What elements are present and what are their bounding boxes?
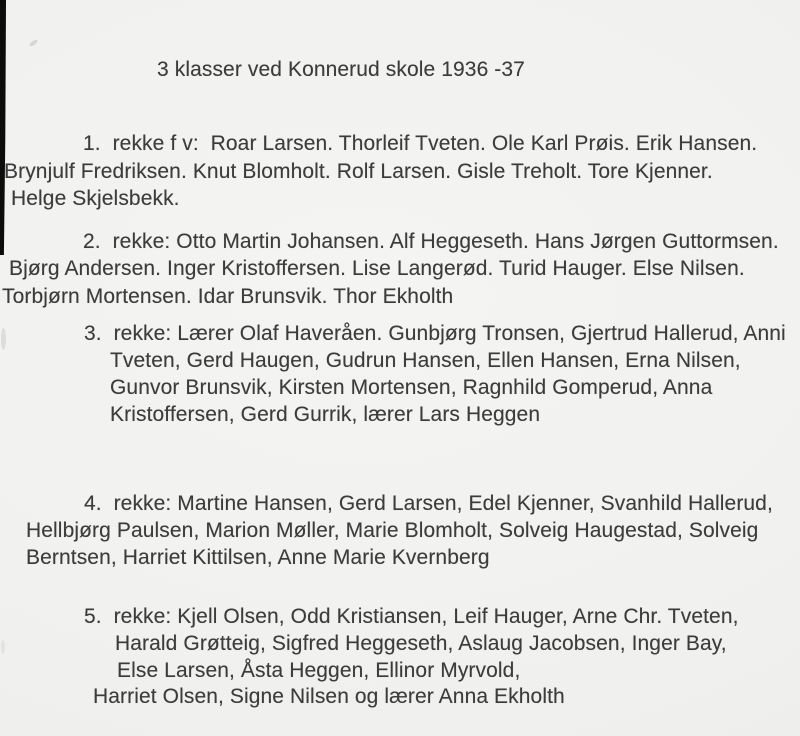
row2-line3: Torbjørn Mortensen. Idar Brunsvik. Thor Ekholth xyxy=(2,285,454,308)
scan-smudge xyxy=(1,328,6,350)
row3-line2: Tveten, Gerd Haugen, Gudrun Hansen, Ellen Hansen, Erna Nilsen, xyxy=(110,349,741,372)
row1-line3: Helge Skjelsbekk. xyxy=(11,187,180,210)
row4-line1: 4. rekke: Martine Hansen, Gerd Larsen, Edel Kjenner, Svanhild Hallerud, xyxy=(84,492,773,515)
row2-line2: Bjørg Andersen. Inger Kristoffersen. Lise Langerød. Turid Hauger. Else Nilsen. xyxy=(9,257,745,280)
row5-line2: Harald Grøtteig, Sigfred Heggeseth, Aslaug Jacobsen, Inger Bay, xyxy=(115,632,727,655)
row3-line1: 3. rekke: Lærer Olaf Haveråen. Gunbjørg Tronsen, Gjertrud Hallerud, Anni xyxy=(84,322,786,345)
row4-line2: Hellbjørg Paulsen, Marion Møller, Marie Blomholt, Solveig Haugestad, Solveig xyxy=(26,519,759,542)
row2-line1: 2. rekke: Otto Martin Johansen. Alf Heggeseth. Hans Jørgen Guttormsen. xyxy=(83,230,779,253)
row4-line3: Berntsen, Harriet Kittilsen, Anne Marie Kvernberg xyxy=(26,546,490,569)
row3-line4: Kristoffersen, Gerd Gurrik, lærer Lars Heggen xyxy=(110,403,541,426)
row3-line3: Gunvor Brunsvik, Kirsten Mortensen, Ragnhild Gomperud, Anna xyxy=(110,376,713,399)
scan-smudge xyxy=(1,640,5,654)
page-title: 3 klasser ved Konnerud skole 1936 -37 xyxy=(157,58,525,81)
row5-line3: Else Larsen, Åsta Heggen, Ellinor Myrvold, xyxy=(117,659,521,682)
row5-line1: 5. rekke: Kjell Olsen, Odd Kristiansen, Leif Hauger, Arne Chr. Tveten, xyxy=(84,605,739,628)
row1-line2: Brynjulf Fredriksen. Knut Blomholt. Rolf Larsen. Gisle Treholt. Tore Kjenner. xyxy=(4,160,713,183)
row5-line4: Harriet Olsen, Signe Nilsen og lærer Anna Ekholth xyxy=(93,685,565,708)
row1-line1: 1. rekke f v: Roar Larsen. Thorleif Tveten. Ole Karl Prøis. Erik Hansen. xyxy=(83,132,758,155)
